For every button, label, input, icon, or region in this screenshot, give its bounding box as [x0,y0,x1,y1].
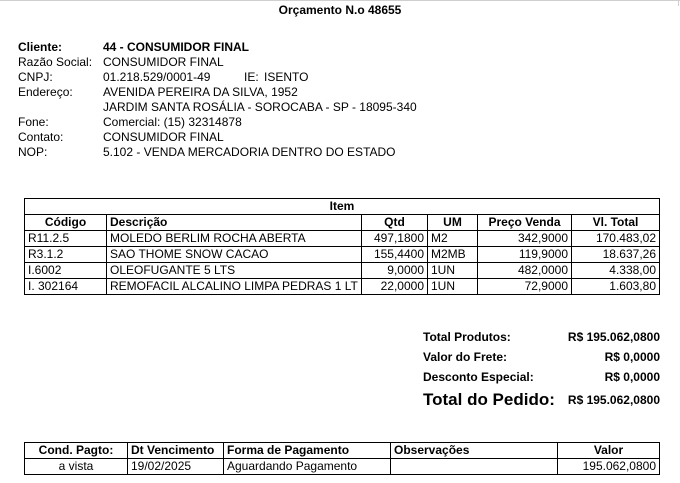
fone-label: Fone: [18,115,49,129]
column-header: Forma de Pagamento [224,443,391,459]
item-price: 72,9000 [478,279,572,295]
column-header: UM [428,215,478,231]
razao-value: CONSUMIDOR FINAL [103,55,224,69]
valor-frete-label: Valor do Frete: [423,350,508,364]
column-header: Código [25,215,107,231]
item-price: 119,9000 [478,247,572,263]
endereco-label: Endereço: [18,85,73,99]
ie-label: IE: [244,70,259,84]
column-header: Qtd [362,215,428,231]
item-code: I.6002 [25,263,107,279]
payment-amount: 195.062,0800 [558,459,660,475]
fone-value: Comercial: (15) 32314878 [103,115,242,129]
table-row [25,459,660,475]
payment-header-row [25,443,660,459]
desconto-label: Desconto Especial: [423,370,534,384]
item-qty: 155,4400 [362,247,428,263]
item-total: 4.338,00 [572,263,660,279]
table-row [25,247,660,263]
payment-due-date: 19/02/2025 [128,459,224,475]
item-code: R11.2.5 [25,231,107,247]
valor-frete-value: R$ 0,0000 [604,350,660,364]
cliente-label: Cliente: [18,40,63,54]
column-header: Vl. Total [572,215,660,231]
item-qty: 22,0000 [362,279,428,295]
ie-value: ISENTO [264,70,309,84]
razao-label: Razão Social: [18,55,93,69]
contato-label: Contato: [18,130,64,144]
item-total: 1.603,80 [572,279,660,295]
item-price: 342,9000 [478,231,572,247]
total-produtos-value: R$ 195.062,0800 [567,330,660,344]
item-qty: 9,0000 [362,263,428,279]
cnpj-label: CNPJ: [18,70,53,84]
desconto-value: R$ 0,0000 [604,370,660,384]
table-row [25,279,660,295]
nop-label: NOP: [18,145,48,159]
endereco-line2: JARDIM SANTA ROSÁLIA - SOROCABA - SP - 18095-340 [103,100,417,114]
column-header: Valor [558,443,660,459]
payment-condition: a vista [25,459,128,475]
column-header: Preço Venda [478,215,572,231]
item-description: SAO THOME SNOW CACAO [107,247,362,263]
item-description: REMOFACIL ALCALINO LIMPA PEDRAS 1 LT [107,279,362,295]
endereco-line1: AVENIDA PEREIRA DA SILVA, 1952 [103,85,298,99]
item-total: 170.483,02 [572,231,660,247]
item-code: I. 302164 [25,279,107,295]
item-unit: M2MB [428,247,478,263]
items-header-row [25,215,660,231]
column-header: Descrição [107,215,362,231]
item-code: R3.1.2 [25,247,107,263]
payment-notes [391,459,558,475]
item-description: OLEOFUGANTE 5 LTS [107,263,362,279]
items-table [24,198,660,295]
total-produtos-label: Total Produtos: [423,330,511,344]
item-description: MOLEDO BERLIM ROCHA ABERTA [107,231,362,247]
document-title: Orçamento N.o 48655 [278,3,402,17]
table-row [25,231,660,247]
item-unit: 1UN [428,279,478,295]
payment-table [24,442,660,475]
column-header: Observações [391,443,558,459]
item-unit: 1UN [428,263,478,279]
contato-value: CONSUMIDOR FINAL [103,130,224,144]
item-qty: 497,1800 [362,231,428,247]
items-section-title: Item [25,199,660,215]
nop-value: 5.102 - VENDA MERCADORIA DENTRO DO ESTADO [103,145,396,159]
column-header: Dt Vencimento [128,443,224,459]
table-row [25,263,660,279]
item-total: 18.637,26 [572,247,660,263]
cliente-value: 44 - CONSUMIDOR FINAL [103,40,250,54]
cnpj-value: 01.218.529/0001-49 [103,70,211,84]
total-pedido-label: Total do Pedido: [423,390,555,409]
item-price: 482,0000 [478,263,572,279]
payment-method: Aguardando Pagamento [224,459,391,475]
top-border-line [0,0,680,1]
column-header: Cond. Pagto: [25,443,128,459]
total-pedido-value: R$ 195.062,0800 [567,393,660,407]
item-unit: M2 [428,231,478,247]
